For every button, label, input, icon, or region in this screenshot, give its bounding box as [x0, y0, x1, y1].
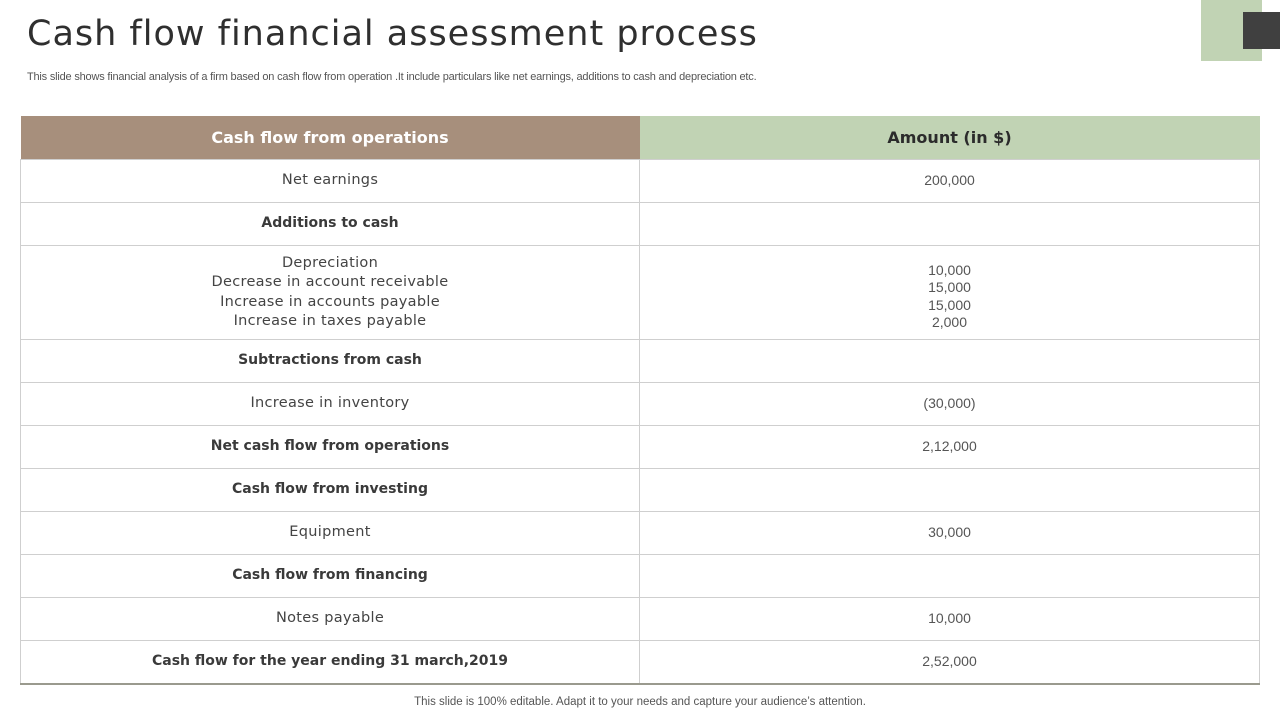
table-row: [21, 426, 1260, 469]
row-amount: [640, 555, 1260, 598]
row-amount-line: 15,000: [928, 296, 971, 313]
table-row: [21, 641, 1260, 685]
row-label-line: Additions to cash: [261, 215, 399, 232]
row-amount: [640, 160, 1260, 203]
row-label-line: Equipment: [289, 524, 371, 541]
table-row: [21, 383, 1260, 426]
row-amount: [640, 203, 1260, 246]
row-amount: [640, 598, 1260, 641]
table-header-row: [21, 116, 1260, 160]
row-label-line: Increase in inventory: [250, 395, 410, 412]
row-amount: [640, 426, 1260, 469]
row-label-line: Net cash flow from operations: [210, 438, 450, 455]
row-label-line: Subtractions from cash: [238, 352, 422, 369]
table-row: [21, 512, 1260, 555]
slide-title: Cash flow financial assessment process: [27, 14, 758, 54]
row-label-line: Decrease in account receivable: [211, 274, 449, 290]
row-amount-line: 2,12,000: [922, 438, 977, 455]
row-amount-line: 30,000: [928, 524, 971, 541]
header-cash-flow-from-operations: Cash flow from operations: [21, 116, 640, 160]
row-amount: [640, 512, 1260, 555]
row-label-line: Cash flow for the year ending 31 march,2019: [151, 653, 509, 670]
row-label: [21, 426, 640, 469]
row-amount-line: 2,52,000: [922, 653, 977, 670]
row-amount-line: 15,000: [928, 279, 971, 295]
row-amount-line: 200,000: [924, 172, 975, 189]
table-row: [21, 160, 1260, 203]
row-label-line: Cash flow from financing: [232, 567, 428, 584]
row-amount: [640, 340, 1260, 383]
row-label-line: Notes payable: [275, 610, 385, 627]
table-row: [21, 555, 1260, 598]
row-label: [21, 340, 640, 383]
row-label-line: Net earnings: [281, 172, 379, 189]
row-label: [21, 203, 640, 246]
row-label: [21, 598, 640, 641]
row-label: [21, 641, 640, 685]
row-amount-line: (30,000): [923, 395, 976, 412]
row-amount: [640, 383, 1260, 426]
row-label: [21, 160, 640, 203]
row-amount-line: 10,000: [928, 261, 971, 278]
row-label-line: Increase in taxes payable: [233, 313, 427, 329]
table-row: [21, 340, 1260, 383]
cash-flow-table: [20, 116, 1260, 685]
row-label: [21, 555, 640, 598]
row-label-line: Depreciation: [281, 254, 379, 271]
row-label: [21, 469, 640, 512]
row-label-line: Increase in accounts payable: [220, 293, 440, 310]
table-body: [21, 160, 1260, 685]
slide-footer: This slide is 100% editable. Adapt it to your needs and capture your audience’s attention.: [414, 696, 866, 708]
row-label: [21, 512, 640, 555]
row-label: [21, 246, 640, 340]
row-amount: [640, 246, 1260, 340]
slide-subtitle: This slide shows financial analysis of a firm based on cash flow from operation .It include particulars like net earnings, additions to cash and depreciation etc.: [27, 71, 757, 83]
row-amount-line: 2,000: [931, 314, 968, 330]
table-row: [21, 469, 1260, 512]
header-amount: Amount (in $): [640, 116, 1260, 160]
table-row: [21, 246, 1260, 340]
table-row: [21, 203, 1260, 246]
row-label-line: Cash flow from investing: [232, 481, 428, 498]
row-amount: [640, 641, 1260, 685]
row-label: [21, 383, 640, 426]
row-amount-line: 10,000: [928, 610, 971, 627]
table-row: [21, 598, 1260, 641]
row-amount: [640, 469, 1260, 512]
corner-decoration-dark: [1243, 12, 1280, 49]
